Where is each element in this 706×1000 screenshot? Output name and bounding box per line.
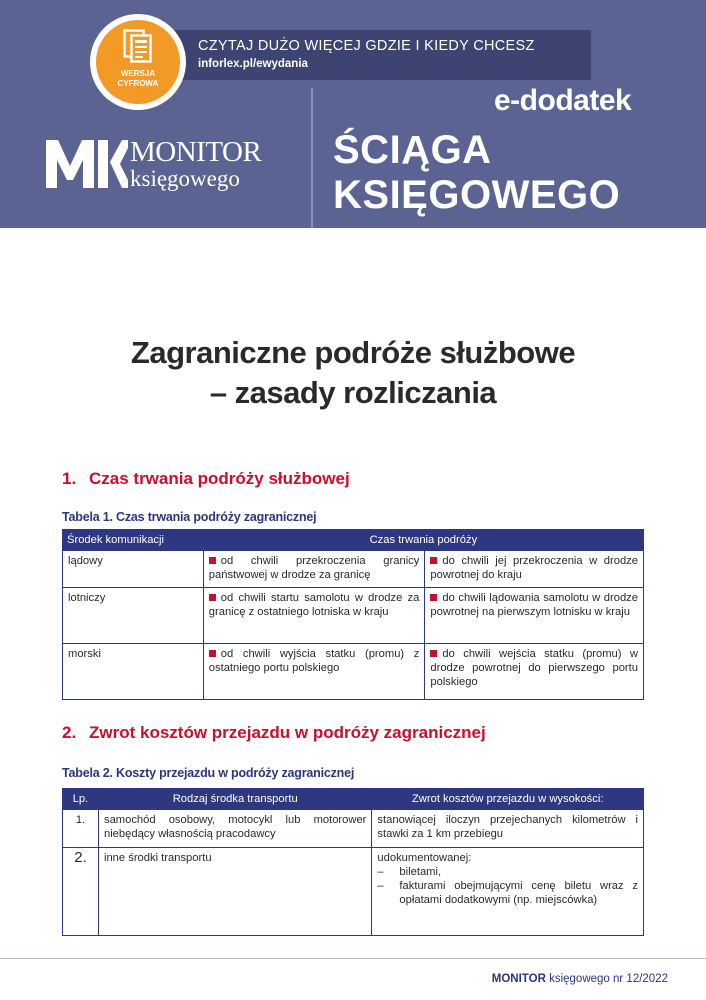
badge-label: WERSJA CYFROWA [117,69,159,88]
bullet-marker [209,650,216,657]
table-cell: stanowiącej iloczyn przejechanych kilometrów i stawki za 1 km przebiegu [372,810,644,848]
page-title: Zagraniczne podróże służbowe – zasady rozliczania [130,335,576,410]
table-2-caption: Tabela 2. Koszty przejazdu w podróży zagranicznej [62,766,355,780]
table-row [63,588,644,644]
logo-ksiegowego-text: księgowego [130,166,240,191]
table-header-row [63,530,644,551]
bullet-marker [209,594,216,601]
list-item: – biletami, [377,865,638,879]
promo-text: CZYTAJ DUŻO WIĘCEJ GDZIE I KIEDY CHCESZ [198,38,535,54]
table-travel-duration [62,529,644,700]
table-row [63,848,644,936]
table-cell: inne środki transportu [98,848,371,936]
edodatek-label: e-dodatek [494,84,632,117]
table-cell: 1. [63,810,99,848]
table-cell [372,848,644,936]
refund-list [377,865,638,907]
list-item: – fakturami obejmującymi cenę biletu wraz z opłatami dodatkowymi (np. miejscówka) [377,879,638,907]
refund-intro: udokumentowanej: [377,852,472,864]
column-header: Lp. [63,789,99,810]
header-divider [311,88,313,228]
promo-link[interactable]: inforlex.pl/ewydania [198,58,308,70]
table-cell: od chwili startu samolotu w drodze za granicę z ostatniego lotniska w kraju [203,588,425,644]
table-cell: do chwili jej przekroczenia w drodze powrotnej do kraju [425,551,644,588]
bullet-marker [430,594,437,601]
logo-monitor-text: MONITOR [130,136,262,168]
table-cell: 2. [63,848,99,936]
table-header-row [63,789,644,810]
table-cell: od chwili wyjścia statku (promu) z ostatniego portu polskiego [203,644,425,700]
table-cell: morski [63,644,204,700]
section-1-heading: 1. Czas trwania podróży służbowej [62,469,350,488]
table-1-caption: Tabela 1. Czas trwania podróży zagranicznej [62,510,317,524]
footer-divider [0,958,706,959]
table-row [63,551,644,588]
table-travel-costs [62,788,644,936]
supplement-title-line2: KSIĘGOWEGO [333,173,621,217]
supplement-title-line1: ŚCIĄGA [333,128,492,172]
column-header: Czas trwania podróży [203,530,643,551]
column-header: Rodzaj środka transportu [98,789,371,810]
header-banner [0,0,706,228]
bullet-marker [430,557,437,564]
table-cell: lotniczy [63,588,204,644]
column-header: Zwrot kosztów przejazdu w wysokości: [372,789,644,810]
table-cell: lądowy [63,551,204,588]
table-cell: do chwili lądowania samolotu w drodze powrotnej na pierwszym lotnisku w kraju [425,588,644,644]
footer-issue: MONITOR księgowego nr 12/2022 [491,973,668,985]
digital-version-badge[interactable] [96,20,180,104]
table-row [63,644,644,700]
mk-logo-icon [46,140,128,188]
table-row [63,810,644,848]
table-cell: samochód osobowy, motocykl lub motorower niebędący własnością pracodawcy [98,810,371,848]
bullet-marker [430,650,437,657]
section-2-heading: 2. Zwrot kosztów przejazdu w podróży zagranicznej [62,723,486,742]
promo-bar[interactable] [170,30,591,80]
table-cell: do chwili wejścia statku (promu) w drodze powrotnej do pierwszego portu polskiego [425,644,644,700]
document-icon [123,29,153,63]
table-cell: od chwili przekroczenia granicy państwowej w drodze za granicę [203,551,425,588]
column-header: Środek komunikacji [63,530,204,551]
bullet-marker [209,557,216,564]
